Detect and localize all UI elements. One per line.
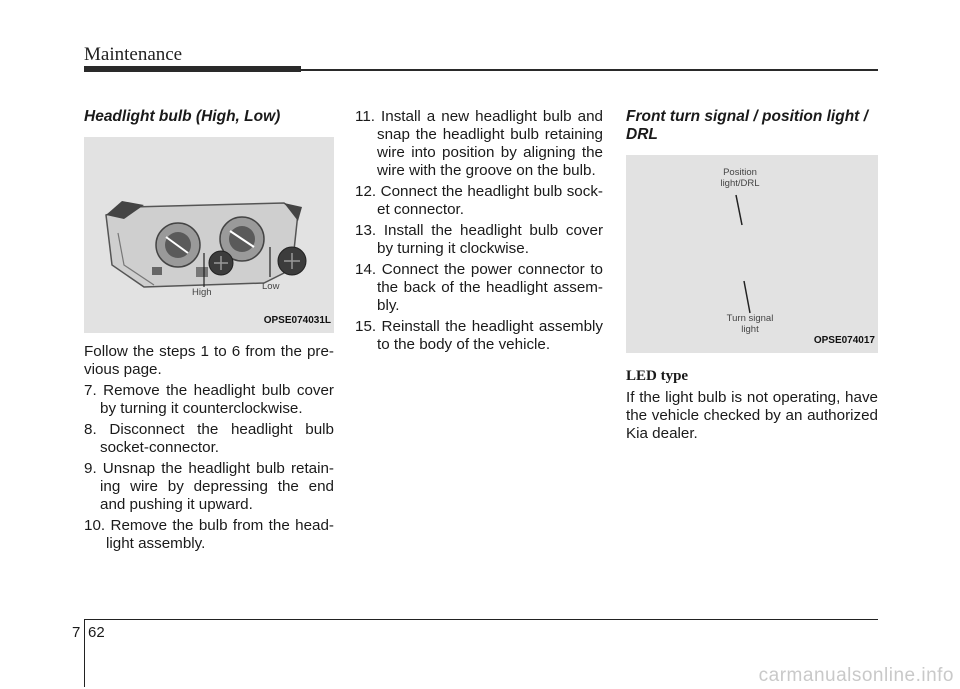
page-number: 62 (88, 624, 105, 641)
page-header-title: Maintenance (84, 44, 183, 65)
figure-label-turn-signal (718, 313, 782, 335)
turn-signal-figure (626, 155, 878, 353)
figure-label-position-line1: Position (723, 167, 757, 178)
step-7: 7. Remove the headlight bulb cover by turning it counterclockwise. (84, 382, 334, 417)
footer-rule-vertical (84, 619, 85, 687)
section-heading-front-turn-signal: Front turn signal / position light / DRL (626, 108, 868, 143)
step-8: 8. Disconnect the headlight bulb socket-connector. (84, 421, 334, 456)
footer-rule (84, 619, 878, 620)
headlight-assembly-illustration (84, 137, 334, 333)
figure-label-turn-line2: light (741, 324, 759, 335)
column-middle (355, 108, 603, 357)
figure-label-high: High (192, 287, 212, 298)
column-right (626, 108, 878, 446)
step-10: 10. Remove the bulb from the head-light assembly. (84, 517, 334, 552)
led-type-paragraph: If the light bulb is not operating, have the vehicle checked by an authorized Kia dealer. (626, 389, 878, 442)
figure-label-low: Low (262, 281, 280, 292)
figure-code: OPSE074031L (263, 315, 331, 326)
step-14: 14. Connect the power connector to the back of the headlight assem-bly. (355, 261, 603, 314)
step-11: 11. Install a new headlight bulb and snap the headlight bulb retaining wire into position by aligning the wire with the groove on the bulb. (355, 108, 603, 179)
led-type-title: LED type (626, 368, 689, 384)
headlight-assembly-figure (84, 137, 334, 333)
step-13: 13. Install the headlight bulb cover by turning it clockwise. (355, 222, 603, 257)
step-9: 9. Unsnap the headlight bulb retain-ing wire by depressing the end and pushing it upward. (84, 460, 334, 513)
header-rule-thick (84, 66, 301, 72)
step-12: 12. Connect the headlight bulb sock-et connector. (355, 183, 603, 218)
figure-label-turn-line1: Turn signal (726, 313, 774, 324)
step-15: 15. Reinstall the headlight assembly to the body of the vehicle. (355, 318, 603, 353)
column-left (84, 108, 334, 556)
watermark: carmanualsonline.info (758, 665, 954, 686)
intro-paragraph: Follow the steps 1 to 6 from the pre-vious page. (84, 343, 334, 378)
figure-label-position-line2: light/DRL (720, 178, 760, 189)
figure-code: OPSE074017 (813, 335, 875, 346)
header-rule-thin (301, 69, 878, 71)
figure-label-position (714, 167, 766, 189)
section-heading-headlight-bulb: Headlight bulb (High, Low) (84, 108, 281, 125)
chapter-number: 7 (72, 624, 81, 641)
